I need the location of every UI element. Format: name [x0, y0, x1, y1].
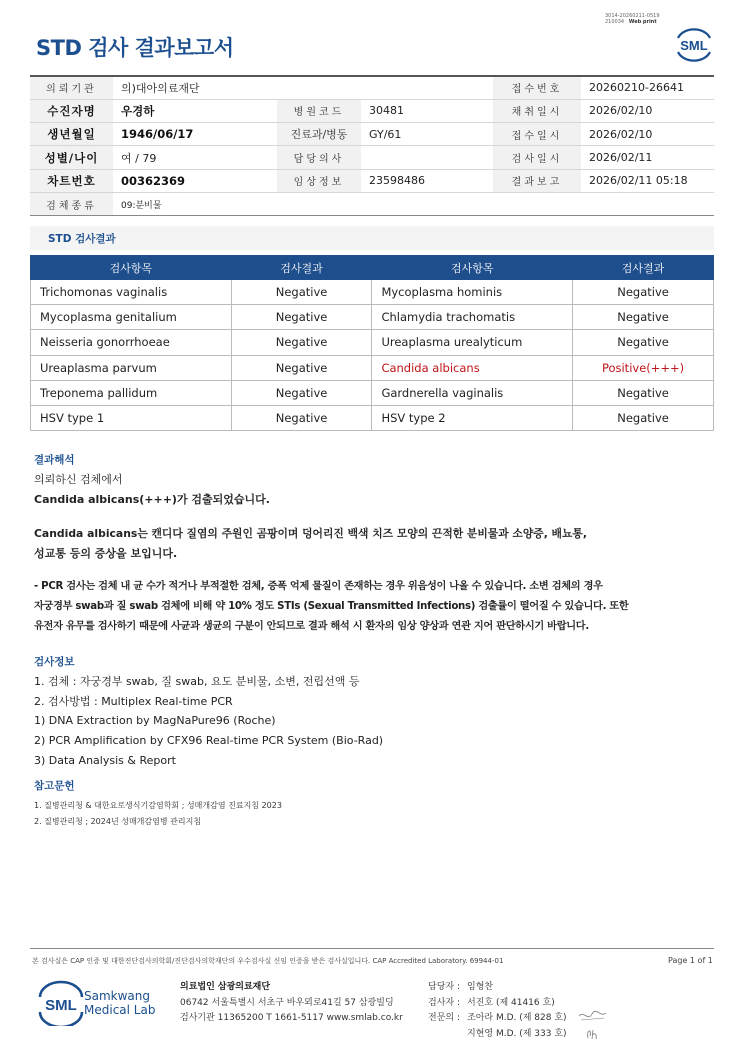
- table-row: [31, 405, 714, 430]
- doctor-label: 담당의사: [277, 146, 361, 169]
- staff-name: 조아라 M.D. (제 828 호): [467, 1013, 567, 1023]
- received-label: 접수일시: [493, 123, 581, 146]
- references-title: 참고문헌: [34, 780, 75, 792]
- test-result: Negative: [231, 330, 372, 355]
- accreditation-note: 본 검사실은 CAP 인증 및 대한진단검사의학회/진단검사의학재단의 우수검사실 신임 인증을 받은 검사실입니다. CAP Accredited Laboratory. 69944-01: [32, 957, 504, 965]
- test-item: Trichomonas vaginalis: [31, 280, 232, 305]
- table-row: [31, 280, 714, 305]
- staff-row: [428, 980, 567, 996]
- reported-value: 2026/02/11 05:18: [581, 169, 714, 192]
- staff-list: [428, 980, 567, 1042]
- info-row: [30, 169, 714, 192]
- birth-value: 1946/06/17: [113, 123, 277, 146]
- test-info-line: 1. 검체 : 자궁경부 swab, 질 swab, 요도 분비물, 소변, 전립선액 등: [34, 675, 360, 688]
- org-name: 의료법인 삼광의료재단: [180, 982, 271, 992]
- logo-text: SML: [680, 38, 708, 53]
- print-code: [605, 13, 660, 25]
- ward-code-value: 30481: [361, 99, 493, 122]
- staff-name: 임형찬: [467, 982, 494, 992]
- footer-logo-text: SML: [45, 997, 77, 1014]
- dept-value: GY/61: [361, 123, 493, 146]
- birth-label: 생년월일: [30, 123, 113, 146]
- staff-name: 지현영 M.D. (제 333 호): [467, 1028, 567, 1039]
- staff-role: 검사자 :: [428, 997, 460, 1008]
- test-result: Negative: [573, 405, 714, 430]
- web-print-label: Web print: [628, 19, 657, 25]
- footer-divider: [30, 948, 714, 949]
- col-item-right: 검사항목: [372, 256, 573, 280]
- positive-test-item: Candida albicans: [372, 355, 573, 380]
- specimen-label: 검체종류: [30, 192, 113, 215]
- staff-row: [428, 996, 567, 1012]
- interpretation-para2-line3: 유전자 유무를 검사하기 때문에 사균과 생균의 구분이 안되므로 결과 해석 시 환자의 임상 양상과 연관 지어 판단하시기 바랍니다.: [34, 621, 589, 632]
- organization-info: [180, 980, 403, 1027]
- lab-name-line2: Medical Lab: [84, 1003, 156, 1017]
- ward-code-label: 병원코드: [277, 99, 361, 122]
- results-section-title: STD 검사결과: [30, 226, 714, 250]
- print-code-line1: 3014-20260211-0519: [605, 13, 660, 19]
- test-result: Negative: [231, 380, 372, 405]
- specimen-value: 09:분비물: [113, 192, 714, 215]
- test-info-line: 2) PCR Amplification by CFX96 Real-time PCR System (Bio-Rad): [34, 734, 384, 747]
- sex-age-value: 여 / 79: [113, 146, 277, 169]
- collected-label: 채취일시: [493, 99, 581, 122]
- info-row: [30, 192, 714, 215]
- reception-no-label: 접수번호: [493, 76, 581, 99]
- test-result: Negative: [573, 280, 714, 305]
- clinical-value: 23598486: [361, 169, 493, 192]
- interpretation-title: 결과해석: [34, 454, 75, 466]
- interpretation-para1-line2: 성교통 등의 증상을 보입니다.: [34, 547, 178, 560]
- test-result: Negative: [231, 405, 372, 430]
- staff-name: 서진호 (제 41416 호): [467, 997, 555, 1008]
- interpretation-para2-line2: 자궁경부 swab과 질 swab 검체에 비해 약 10% 정도 STIs (Sexual Transmitted Infections) 검출률이 떨어질 수 있습니다. 또한: [34, 601, 629, 612]
- info-row: [30, 76, 714, 99]
- received-value: 2026/02/10: [581, 123, 714, 146]
- table-row: [31, 355, 714, 380]
- test-info-line: 3) Data Analysis & Report: [34, 754, 176, 767]
- interpretation-line1: 의뢰하신 검체에서: [34, 473, 123, 486]
- test-item: HSV type 2: [372, 405, 573, 430]
- test-item: Gardnerella vaginalis: [372, 380, 573, 405]
- page-number: Page 1 of 1: [668, 956, 713, 965]
- sex-age-label: 성별/나이: [30, 146, 113, 169]
- col-result-left: 검사결과: [231, 256, 372, 280]
- test-item: HSV type 1: [31, 405, 232, 430]
- lab-name: [84, 989, 155, 1017]
- staff-role: 전문의 :: [428, 1013, 460, 1023]
- patient-value: 우경하: [113, 99, 277, 122]
- table-row: [31, 305, 714, 330]
- test-info-title: 검사정보: [34, 656, 75, 668]
- reference-line: 1. 질병관리청 & 대한요로생식기감염학회 ; 성매개감염 진료지침 2023: [34, 801, 282, 810]
- test-item: Mycoplasma hominis: [372, 280, 573, 305]
- test-result: Negative: [231, 355, 372, 380]
- test-info-line: 2. 검사방법 : Multiplex Real-time PCR: [34, 695, 233, 708]
- org-contact: 검사기관 11365200 T 1661-5117 www.smlab.co.kr: [180, 1013, 403, 1023]
- table-row: [31, 330, 714, 355]
- tested-value: 2026/02/11: [581, 146, 714, 169]
- signature-image: [576, 1008, 612, 1042]
- test-result: Negative: [231, 305, 372, 330]
- interpretation-line2: Candida albicans(+++)가 검출되었습니다.: [34, 493, 270, 506]
- staff-row: [428, 1027, 567, 1043]
- test-item: Treponema pallidum: [31, 380, 232, 405]
- col-item-left: 검사항목: [31, 256, 232, 280]
- sml-logo-icon: [672, 24, 716, 62]
- org-address: 06742 서울특별시 서초구 바우뫼로41길 57 삼광빌딩: [180, 997, 394, 1008]
- staff-role: 담당자 :: [428, 982, 460, 992]
- chart-label: 차트번호: [30, 169, 113, 192]
- test-item: Chlamydia trachomatis: [372, 305, 573, 330]
- chart-value: 00362369: [113, 169, 277, 192]
- col-result-right: 검사결과: [573, 256, 714, 280]
- print-code-line2: 210034: [605, 19, 625, 25]
- test-info-line: 1) DNA Extraction by MagNaPure96 (Roche): [34, 714, 276, 727]
- info-row: [30, 146, 714, 169]
- test-item: Neisseria gonorrhoeae: [31, 330, 232, 355]
- interpretation-para2-line1: - PCR 검사는 검체 내 균 수가 적거나 부적절한 검체, 증폭 억제 물질이 존재하는 경우 위음성이 나올 수 있습니다. 소변 검체의 경우: [34, 581, 603, 592]
- table-row: [31, 380, 714, 405]
- clinical-label: 임상정보: [277, 169, 361, 192]
- collected-value: 2026/02/10: [581, 99, 714, 122]
- patient-info-table: [30, 75, 714, 216]
- doctor-value: [361, 146, 493, 169]
- reference-line: 2. 질병관리청 ; 2024년 성매개감염병 관리지침: [34, 817, 202, 826]
- test-result: Negative: [573, 305, 714, 330]
- patient-label: 수진자명: [30, 99, 113, 122]
- positive-test-result: Positive(+++): [573, 355, 714, 380]
- info-row: [30, 99, 714, 122]
- footer-sml-logo-icon: [36, 980, 86, 1026]
- test-result: Negative: [231, 280, 372, 305]
- reported-label: 결과보고: [493, 169, 581, 192]
- interpretation-para1-line1: Candida albicans는 캔디다 질염의 주원인 곰팡이며 덩어리진 백색 치즈 모양의 끈적한 분비물과 소양증, 배뇨통,: [34, 527, 587, 540]
- test-item: Ureaplasma urealyticum: [372, 330, 573, 355]
- test-result: Negative: [573, 380, 714, 405]
- institution-label: 의뢰기관: [30, 76, 113, 99]
- institution-value: 의)대아의료재단: [113, 76, 493, 99]
- reception-no-value: 20260210-26641: [581, 76, 714, 99]
- dept-label: 진료과/병동: [277, 123, 361, 146]
- test-item: Ureaplasma parvum: [31, 355, 232, 380]
- tested-label: 검사일시: [493, 146, 581, 169]
- results-table: [30, 255, 714, 431]
- results-header-row: [31, 256, 714, 280]
- test-result: Negative: [573, 330, 714, 355]
- info-row: [30, 123, 714, 146]
- staff-row: [428, 1011, 567, 1027]
- lab-name-line1: Samkwang: [84, 989, 150, 1003]
- test-item: Mycoplasma genitalium: [31, 305, 232, 330]
- page-title: STD 검사 결과보고서: [36, 36, 234, 60]
